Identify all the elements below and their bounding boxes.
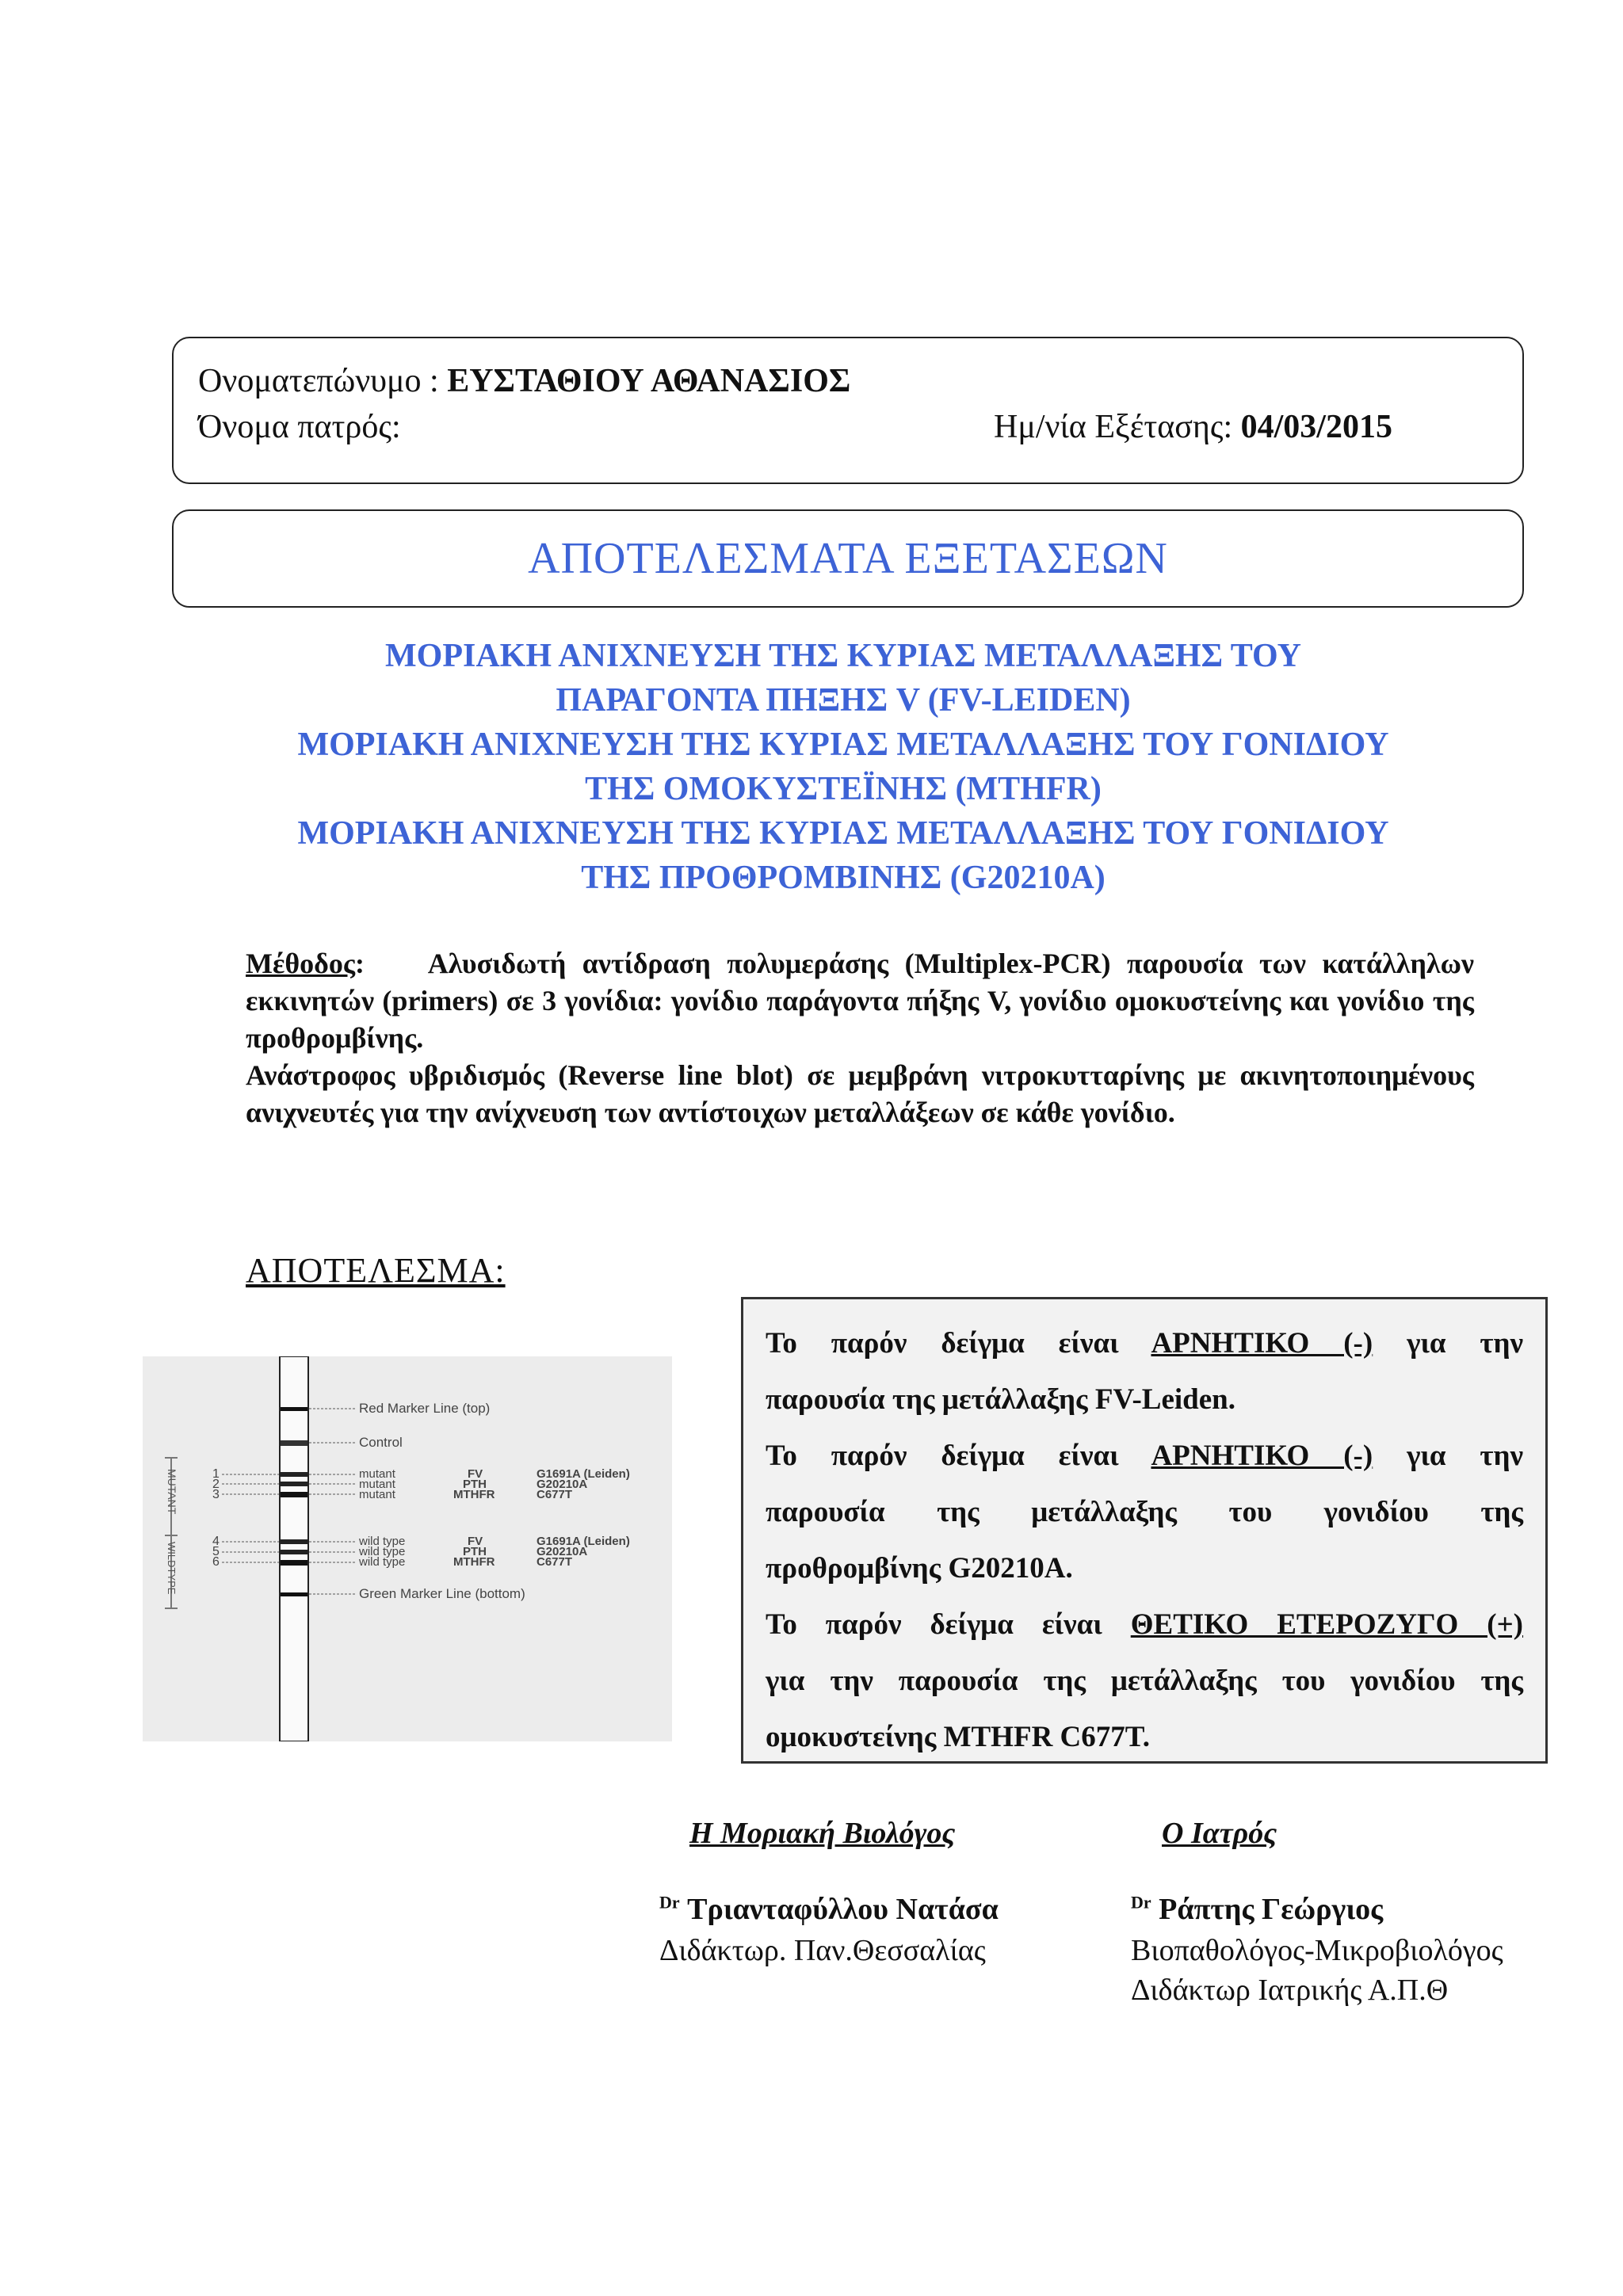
band-6 bbox=[281, 1560, 307, 1566]
row-num: 3 bbox=[212, 1488, 220, 1501]
result-pth-line3: προθρομβίνης G20210A. bbox=[766, 1552, 1073, 1585]
row-gene: PTH bbox=[463, 1545, 487, 1558]
control-label: Control bbox=[359, 1435, 403, 1450]
patient-info-box bbox=[172, 337, 1524, 484]
heading-line: ΤΗΣ ΟΜΟΚΥΣΤΕΪΝΗΣ (MTHFR) bbox=[585, 771, 1102, 807]
method-body-2: Ανάστροφος υβριδισμός (Reverse line blot) σε μεμβράνη νιτροκυτταρίνης με ακινητοποιημένους ανιχνευτές για την ανίχνευση των αντίστοιχων μεταλλάξεων σε κάθε γονίδιο. bbox=[246, 1059, 1474, 1128]
row-num: 2 bbox=[212, 1478, 220, 1491]
row-gene: FV bbox=[468, 1535, 483, 1548]
result-heading: ΑΠΟΤΕΛΕΣΜΑ: bbox=[246, 1251, 506, 1290]
row-type: wild type bbox=[359, 1555, 406, 1569]
page-title: ΑΠΟΤΕΛΕΣΜΑΤΑ ΕΞΕΤΑΣΕΩΝ bbox=[528, 534, 1168, 583]
row-variant: C677T bbox=[537, 1555, 573, 1569]
row-variant: C677T bbox=[537, 1488, 573, 1501]
band-4 bbox=[281, 1539, 307, 1544]
doctor-credential: Διδάκτωρ Ιατρικής Α.Π.Θ bbox=[1131, 1974, 1449, 2007]
results-box bbox=[741, 1297, 1548, 1764]
exam-date-label: Ημ/νία Εξέτασης: bbox=[994, 409, 1241, 445]
row-num: 1 bbox=[212, 1467, 220, 1481]
row-variant: G1691A (Leiden) bbox=[537, 1467, 630, 1481]
method-text-1 bbox=[246, 945, 1474, 1057]
patient-name-label: Ονοματεπώνυμο : bbox=[198, 363, 448, 399]
result-status-fv: ΑΡΝΗΤΙΚΟ (-) bbox=[1151, 1327, 1373, 1360]
green-marker-label: Green Marker Line (bottom) bbox=[359, 1586, 525, 1601]
dr-prefix: Dr bbox=[659, 1892, 680, 1913]
row-gene: MTHFR bbox=[453, 1555, 495, 1569]
test-headings bbox=[127, 634, 1560, 900]
result-fv-line2: παρουσία της μετάλλαξης FV-Leiden. bbox=[766, 1383, 1235, 1416]
result-status-pth: ΑΡΝΗΤΙΚΟ (-) bbox=[1151, 1440, 1373, 1472]
row-gene: PTH bbox=[463, 1478, 487, 1491]
reverse-line-blot-strip-image bbox=[143, 1356, 672, 1741]
biologist-name: Τριανταφύλλου Νατάσα bbox=[687, 1893, 999, 1926]
heading-line: ΤΗΣ ΠΡΟΘΡΟΜΒΙΝΗΣ (G20210A) bbox=[581, 860, 1106, 896]
row-type: wild type bbox=[359, 1545, 406, 1558]
band-red-marker bbox=[281, 1407, 307, 1411]
row-variant: G20210A bbox=[537, 1545, 588, 1558]
red-marker-label: Red Marker Line (top) bbox=[359, 1401, 491, 1416]
strip-diagram bbox=[143, 1356, 672, 1741]
band-2 bbox=[281, 1482, 307, 1486]
result-text: Το παρόν δείγμα είναι bbox=[766, 1608, 1102, 1641]
row-variant: G20210A bbox=[537, 1478, 588, 1491]
method-paragraph bbox=[246, 945, 1474, 1131]
row-gene: FV bbox=[468, 1467, 483, 1481]
doctor-specialty: Βιοπαθολόγος-Μικροβιολόγος bbox=[1131, 1934, 1503, 1967]
band-5 bbox=[281, 1550, 307, 1554]
patient-name-line bbox=[198, 362, 850, 400]
method-label: Μέθοδος bbox=[246, 948, 356, 979]
band-green-marker bbox=[281, 1592, 307, 1596]
heading-line: ΜΟΡΙΑΚΗ ΑΝΙΧΝΕΥΣΗ ΤΗΣ ΚΥΡΙΑΣ ΜΕΤΑΛΛΑΞΗΣ ΤΟΥ bbox=[385, 638, 1301, 674]
doctor-name: Ράπτης Γεώργιος bbox=[1159, 1893, 1384, 1926]
method-colon: : bbox=[355, 948, 365, 979]
result-pth-line2: παρουσία της μετάλλαξης του γονιδίου της bbox=[766, 1496, 1523, 1528]
result-mthfr-line3: ομοκυστείνης MTHFR C677T. bbox=[766, 1721, 1150, 1753]
band-1 bbox=[281, 1472, 307, 1477]
result-text: για την bbox=[1407, 1440, 1523, 1472]
side-label-wildtype: WILDTYPE bbox=[166, 1542, 178, 1595]
side-label-mutant: MUTANT bbox=[166, 1469, 178, 1515]
signature-name-biologist bbox=[659, 1892, 999, 1927]
dr-prefix: Dr bbox=[1131, 1892, 1151, 1913]
signature-title-doctor: Ο Ιατρός bbox=[1162, 1817, 1277, 1850]
result-mthfr-line2: για την παρουσία της μετάλλαξης του γονιδίου της bbox=[766, 1665, 1523, 1697]
row-type: mutant bbox=[359, 1488, 395, 1501]
result-text: Το παρόν δείγμα είναι bbox=[766, 1440, 1119, 1472]
band-control bbox=[281, 1440, 307, 1446]
result-mthfr-line1 bbox=[766, 1596, 1523, 1653]
result-pth-line1 bbox=[766, 1428, 1523, 1484]
father-name-label: Όνομα πατρός: bbox=[198, 409, 401, 445]
row-num: 5 bbox=[212, 1545, 220, 1558]
result-status-mthfr: ΘΕΤΙΚΟ ΕΤΕΡΟΖΥΓΟ (+) bbox=[1130, 1608, 1524, 1641]
band-3 bbox=[281, 1492, 307, 1497]
row-type: wild type bbox=[359, 1535, 406, 1548]
method-body-1: Αλυσιδωτή αντίδραση πολυμεράσης (Multiplex-PCR) παρουσία των κατάλληλων εκκινητών (primers) σε 3 γονίδια: γονίδιο παράγοντα πήξης V, γονίδιο ομοκυστείνης και γονίδιο της προθρομβίνης. bbox=[246, 948, 1474, 1054]
exam-date-value: 04/03/2015 bbox=[1240, 409, 1392, 445]
row-num: 4 bbox=[212, 1535, 220, 1548]
heading-line: ΜΟΡΙΑΚΗ ΑΝΙΧΝΕΥΣΗ ΤΗΣ ΚΥΡΙΑΣ ΜΕΤΑΛΛΑΞΗΣ ΤΟΥ ΓΟΝΙΔΙΟΥ bbox=[297, 727, 1389, 763]
heading-line: ΠΑΡΑΓΟΝΤΑ ΠΗΞΗΣ V (FV-LEIDEN) bbox=[556, 682, 1131, 719]
row-gene: MTHFR bbox=[453, 1488, 495, 1501]
exam-date-line bbox=[994, 408, 1392, 446]
result-text: για την bbox=[1407, 1327, 1523, 1360]
signature-name-doctor bbox=[1131, 1892, 1383, 1927]
result-text: Το παρόν δείγμα είναι bbox=[766, 1327, 1119, 1360]
signature-title-biologist: Η Μοριακή Βιολόγος bbox=[689, 1817, 956, 1850]
row-type: mutant bbox=[359, 1478, 395, 1491]
biologist-credential: Διδάκτωρ. Παν.Θεσσαλίας bbox=[659, 1934, 986, 1967]
row-num: 6 bbox=[212, 1555, 220, 1569]
row-type: mutant bbox=[359, 1467, 395, 1481]
result-fv-line1 bbox=[766, 1315, 1523, 1371]
title-box bbox=[172, 509, 1524, 608]
heading-line: ΜΟΡΙΑΚΗ ΑΝΙΧΝΕΥΣΗ ΤΗΣ ΚΥΡΙΑΣ ΜΕΤΑΛΛΑΞΗΣ ΤΟΥ ΓΟΝΙΔΙΟΥ bbox=[297, 815, 1389, 852]
row-variant: G1691A (Leiden) bbox=[537, 1535, 630, 1548]
patient-name-value: ΕΥΣΤΑΘΙΟΥ ΑΘΑΝΑΣΙΟΣ bbox=[447, 363, 851, 399]
